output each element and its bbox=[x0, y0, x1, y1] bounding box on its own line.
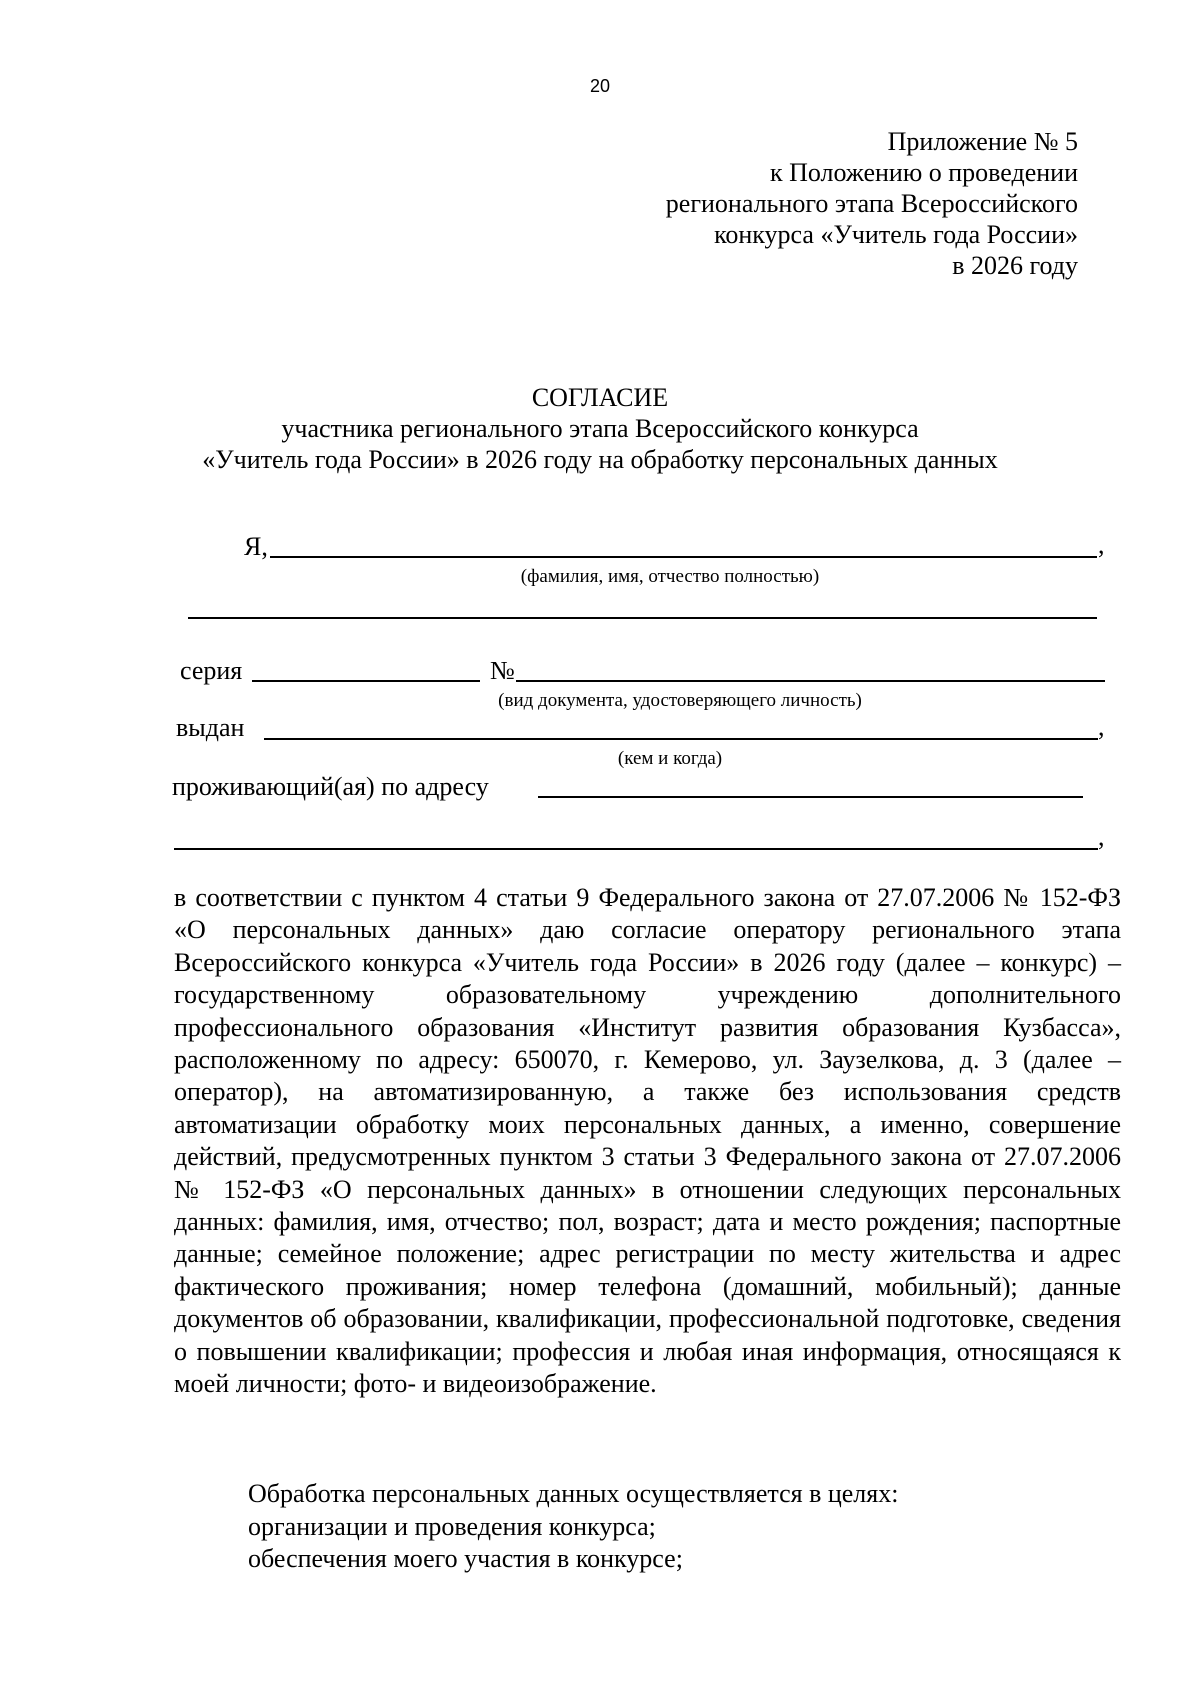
appendix-line: регионального этапа Всероссийского bbox=[665, 189, 1078, 218]
purpose-section bbox=[248, 1478, 898, 1576]
appendix-header bbox=[666, 126, 1078, 281]
number-field[interactable] bbox=[516, 680, 1105, 682]
page-number: 20 bbox=[589, 76, 611, 96]
issued-field[interactable] bbox=[264, 738, 1098, 740]
purpose-item: организации и проведения конкурса; bbox=[248, 1511, 656, 1541]
series-label: серия bbox=[180, 656, 243, 685]
issued-label: выдан bbox=[176, 713, 245, 742]
title-heading: СОГЛАСИЕ bbox=[531, 383, 669, 412]
fio-continuation-field[interactable] bbox=[188, 617, 1097, 619]
series-field[interactable] bbox=[252, 680, 480, 682]
issued-hint: (кем и когда) bbox=[617, 748, 723, 769]
consent-paragraph: в соответствии с пунктом 4 статьи 9 Федерального закона от 27.07.2006 № 152-ФЗ «О персональных данных» даю согласие оператору регионального этапа Всероссийского конкурса «Учитель года России» в 2026 году (далее – конкурс) – государственному образовательному учреждению дополнительного профессионального образования «Институт развития образования Кузбасса», расположенному по адресу: 650070, г. Кемерово, ул. Заузелкова, д. 3 (далее – оператор), на автоматизированную, а также без использования средств автоматизации обработку моих персональных данных, а именно, совершение действий, предусмотренных пунктом 3 статьи 3 Федерального закона от 27.07.2006 № 152-ФЗ «О персональных данных» в отношении следующих персональных данных: фамилия, имя, отчество; пол, возраст; дата и место рождения; паспортные данные; семейное положение; адрес регистрации по месту жительства и адрес фактического проживания; номер телефона (домашний, мобильный); данные документов об образовании, квалификации, профессиональной подготовке, сведения о повышении квалификации; профессия и любая иная информация, относящаяся к моей личности; фото- и видеоизображение. bbox=[174, 883, 1121, 1399]
fio-field[interactable] bbox=[270, 556, 1097, 558]
ya-label: Я, bbox=[244, 532, 268, 561]
appendix-line: конкурса «Учитель года России» bbox=[714, 220, 1078, 249]
appendix-line: Приложение № 5 bbox=[887, 127, 1078, 156]
appendix-line: в 2026 году bbox=[952, 251, 1078, 280]
title-line: участника регионального этапа Всероссийского конкурса bbox=[281, 414, 919, 443]
address-continuation-field[interactable] bbox=[174, 848, 1098, 850]
number-label: № bbox=[490, 656, 515, 685]
document-title bbox=[0, 382, 1200, 475]
fio-hint: (фамилия, имя, отчество полностью) bbox=[520, 566, 820, 587]
purpose-intro: Обработка персональных данных осуществляется в целях: bbox=[248, 1479, 899, 1508]
appendix-line: к Положению о проведении bbox=[769, 158, 1078, 187]
address-field[interactable] bbox=[538, 796, 1083, 798]
comma: , bbox=[1098, 822, 1105, 851]
purpose-item: обеспечения моего участия в конкурсе; bbox=[248, 1544, 683, 1573]
comma: , bbox=[1098, 712, 1105, 741]
address-label: проживающий(ая) по адресу bbox=[172, 772, 489, 801]
comma: , bbox=[1098, 530, 1105, 559]
consent-text bbox=[174, 882, 1121, 1401]
title-line: «Учитель года России» в 2026 году на обработку персональных данных bbox=[202, 445, 998, 474]
doc-hint: (вид документа, удостоверяющего личность) bbox=[498, 690, 862, 711]
